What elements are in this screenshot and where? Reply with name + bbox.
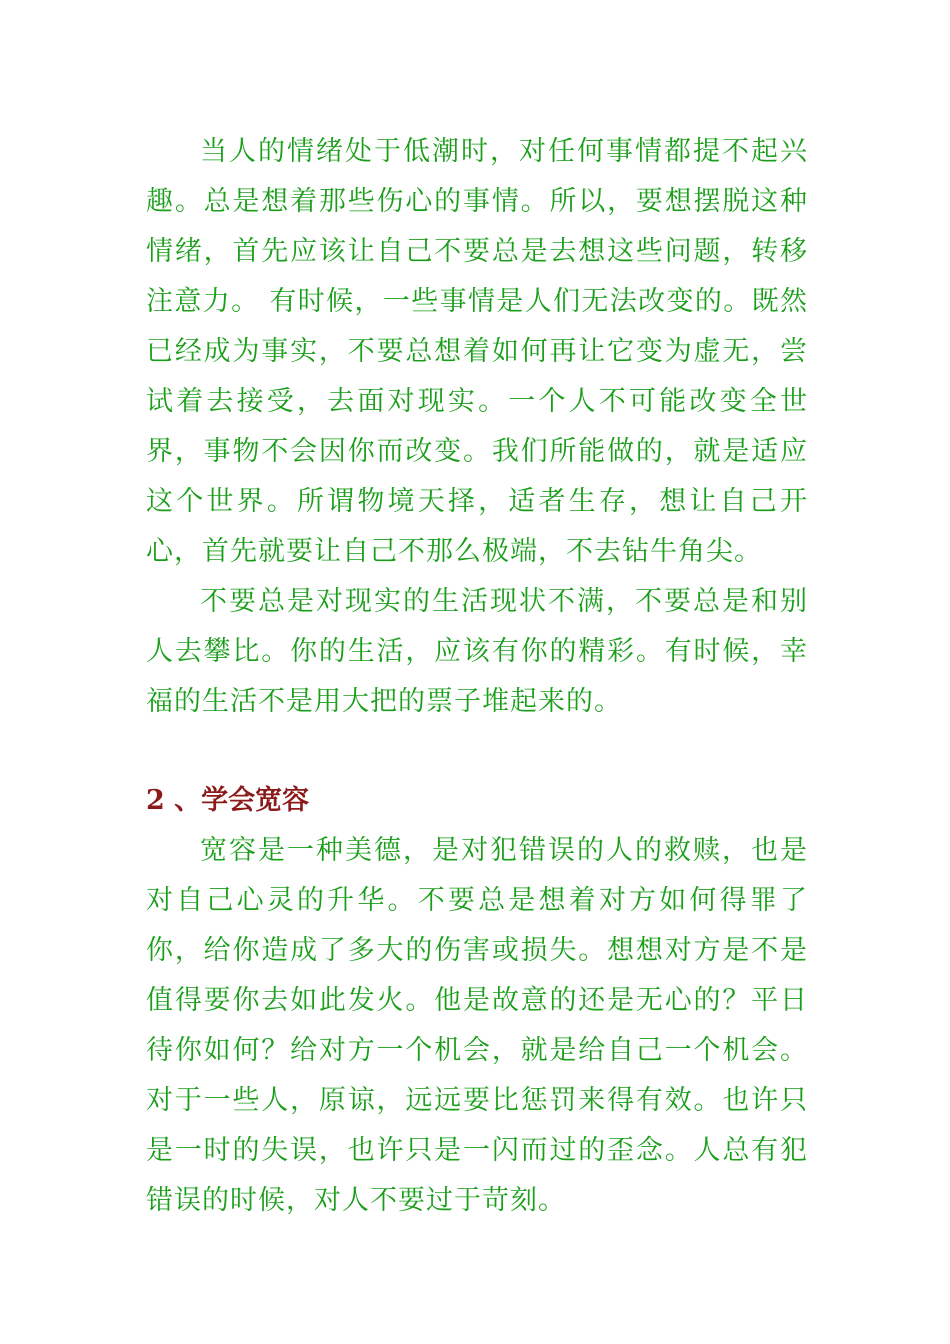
section-heading: 2 、学会宽容 (146, 785, 310, 816)
paragraph: 不要总是对现实的生活现状不满，不要总是和别人去攀比。你的生活，应该有你的精彩。有时候，幸福的生活不是用大把的票子堆起来的。 (146, 586, 808, 717)
paragraph: 当人的情绪处于低潮时，对任何事情都提不起兴趣。总是想着那些伤心的事情。所以，要想摆脱这种情绪，首先应该让自己不要总是去想这些问题，转移注意力。 有时候，一些事情是人们无法改变的。既然已经成为事实，不要总想着如何再让它变为虚无，尝试着去接受，去面对现实。一个人不可能改变全世界，事物不会因你而改变。我们所能做的，就是适应这个世界。所谓物境天择，适者生存，想让自己开心，首先就要让自己不那么极端，不去钻牛角尖。 (146, 136, 808, 567)
section-1-body (146, 127, 808, 727)
section-2-body (146, 826, 808, 1226)
paragraph: 宽容是一种美德，是对犯错误的人的救赎，也是对自己心灵的升华。不要总是想着对方如何得罪了你，给你造成了多大的伤害或损失。想想对方是不是值得要你去如此发火。他是故意的还是无心的？平日待你如何？给对方一个机会，就是给自己一个机会。对于一些人，原谅，远远要比惩罚来得有效。也许只是一时的失误，也许只是一闪而过的歪念。人总有犯错误的时候，对人不要过于苛刻。 (146, 835, 808, 1216)
